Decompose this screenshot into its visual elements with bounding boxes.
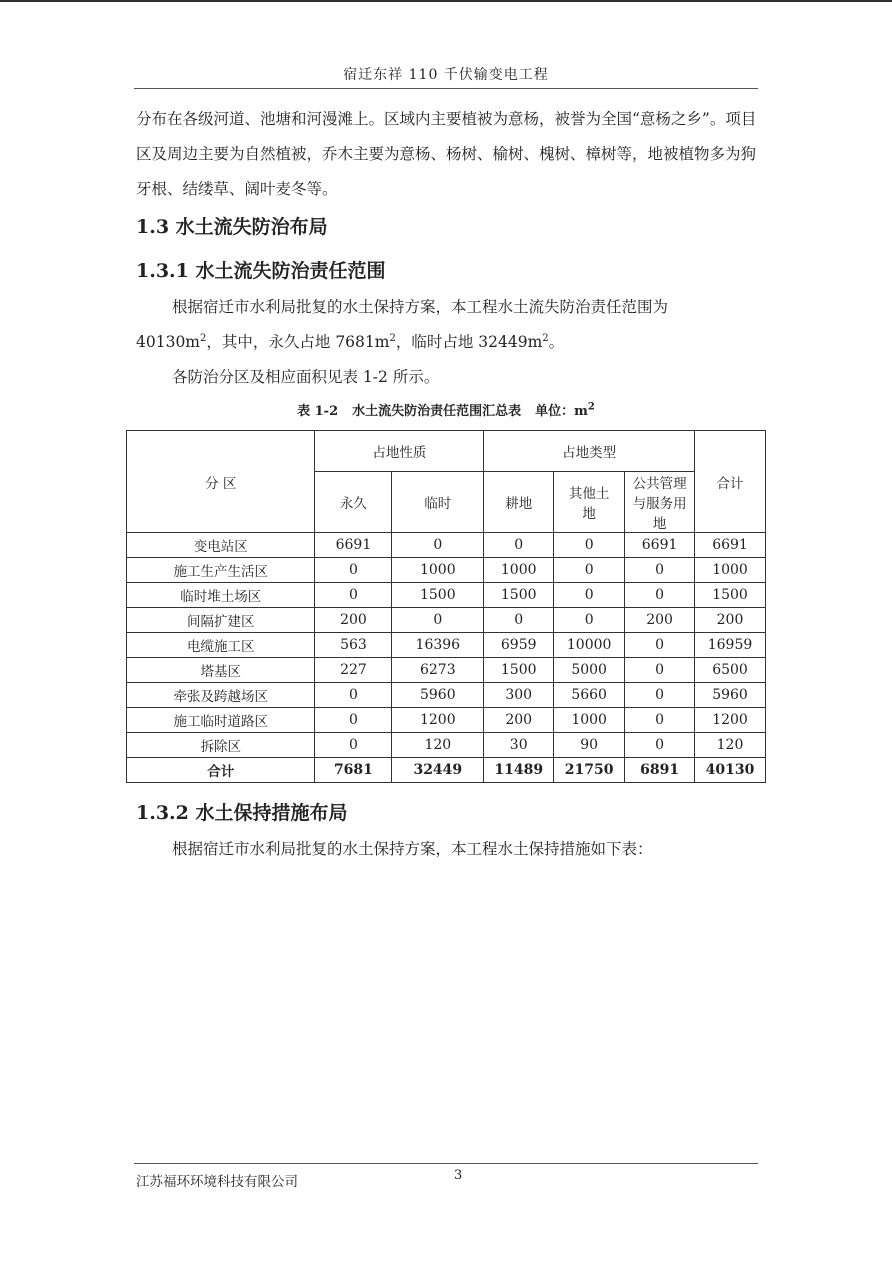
table-total-row <box>127 758 766 783</box>
header-rule <box>134 88 758 89</box>
value-cell: 16396 <box>392 633 484 658</box>
page-number: 3 <box>454 1168 463 1183</box>
table-caption-title: 水土流失防治责任范围汇总表 <box>352 404 522 419</box>
value-cell: 0 <box>554 558 625 583</box>
value-cell: 120 <box>392 733 484 758</box>
table-row <box>127 558 766 583</box>
table-caption <box>0 400 892 419</box>
header-land-type: 占地类型 <box>484 431 695 472</box>
value-cell: 32449 <box>392 758 484 783</box>
footer-company: 江苏福环环境科技有限公司 <box>136 1174 298 1190</box>
value-cell: 1500 <box>392 583 484 608</box>
paragraph-vegetation: 分布在各级河道、池塘和河漫滩上。区域内主要植被为意杨，被誉为全国“意杨之乡”。项目区及周边主要为自然植被，乔木主要为意杨、杨树、榆树、槐树、樟树等，地被植物多为狗牙根、结缕草、阔叶麦冬等。 <box>136 110 757 198</box>
value-cell: 0 <box>554 608 625 633</box>
zone-cell: 临时堆土场区 <box>127 583 315 608</box>
value-cell: 0 <box>392 533 484 558</box>
top-border <box>0 0 892 2</box>
value-cell: 227 <box>315 658 392 683</box>
table-row <box>127 733 766 758</box>
value-cell: 0 <box>315 733 392 758</box>
page-header-title: 宿迁东祥 110 千伏输变电工程 <box>343 67 549 83</box>
para2-text-b: ，其中，永久占地 7681m <box>206 333 390 351</box>
table-row <box>127 533 766 558</box>
value-cell: 0 <box>625 683 695 708</box>
value-cell: 120 <box>695 733 766 758</box>
value-cell: 6691 <box>315 533 392 558</box>
value-cell: 0 <box>554 533 625 558</box>
table-body <box>127 533 766 783</box>
section-heading-1-3: 1.3 水土流失防治布局 <box>136 216 328 238</box>
table-caption-unit-sup: 2 <box>587 401 595 413</box>
value-cell: 6691 <box>625 533 695 558</box>
value-cell: 1500 <box>484 583 554 608</box>
header-permanent: 永久 <box>315 472 392 533</box>
value-cell: 0 <box>625 583 695 608</box>
value-cell: 6691 <box>695 533 766 558</box>
value-cell: 1000 <box>695 558 766 583</box>
value-cell: 90 <box>554 733 625 758</box>
para2-text-d: 。 <box>548 333 565 351</box>
value-cell: 5960 <box>695 683 766 708</box>
header-land-nature: 占地性质 <box>315 431 484 472</box>
value-cell: 6959 <box>484 633 554 658</box>
zone-cell: 间隔扩建区 <box>127 608 315 633</box>
value-cell: 5660 <box>554 683 625 708</box>
value-cell: 0 <box>315 558 392 583</box>
section-heading-1-3-1: 1.3.1 水土流失防治责任范围 <box>136 260 386 282</box>
value-cell: 7681 <box>315 758 392 783</box>
table-row <box>127 608 766 633</box>
value-cell: 0 <box>625 658 695 683</box>
value-cell: 0 <box>484 533 554 558</box>
paragraph-table-reference: 各防治分区及相应面积见表 1-2 所示。 <box>172 368 440 386</box>
zone-cell: 牵张及跨越场区 <box>127 683 315 708</box>
value-cell: 0 <box>625 633 695 658</box>
table-row <box>127 683 766 708</box>
para2-text-c: ，临时占地 32449m <box>395 333 543 351</box>
superscript-2: 2 <box>389 332 396 344</box>
section-heading-1-3-2: 1.3.2 水土保持措施布局 <box>136 802 348 824</box>
value-cell: 6891 <box>625 758 695 783</box>
value-cell: 11489 <box>484 758 554 783</box>
value-cell: 10000 <box>554 633 625 658</box>
table-row <box>127 708 766 733</box>
value-cell: 0 <box>625 708 695 733</box>
zone-cell: 变电站区 <box>127 533 315 558</box>
value-cell: 1000 <box>554 708 625 733</box>
value-cell: 5960 <box>392 683 484 708</box>
zone-cell: 施工生产生活区 <box>127 558 315 583</box>
value-cell: 1500 <box>695 583 766 608</box>
value-cell: 16959 <box>695 633 766 658</box>
value-cell: 300 <box>484 683 554 708</box>
table-header-row <box>127 431 766 472</box>
table-caption-unit <box>535 401 595 419</box>
value-cell: 1500 <box>484 658 554 683</box>
table-row <box>127 583 766 608</box>
value-cell: 1200 <box>695 708 766 733</box>
para2-text-a: 根据宿迁市水利局批复的水土保持方案，本工程水土流失防治责任范围为 40130m <box>136 298 669 351</box>
zone-cell: 施工临时道路区 <box>127 708 315 733</box>
header-farmland: 耕地 <box>484 472 554 533</box>
superscript-2: 2 <box>200 332 207 344</box>
value-cell: 200 <box>625 608 695 633</box>
value-cell: 1000 <box>392 558 484 583</box>
value-cell: 0 <box>484 608 554 633</box>
header-zone: 分 区 <box>127 431 315 533</box>
table-row <box>127 633 766 658</box>
zone-cell: 合计 <box>127 758 315 783</box>
table-caption-label: 表 1-2 <box>297 404 339 419</box>
value-cell: 0 <box>554 583 625 608</box>
table-caption-unit-text: 单位：m <box>535 404 588 419</box>
paragraph-measures-intro: 根据宿迁市水利局批复的水土保持方案，本工程水土保持措施如下表： <box>172 840 653 858</box>
value-cell: 563 <box>315 633 392 658</box>
header-other-land: 其他土地 <box>554 472 625 533</box>
header-public-land: 公共管理与服务用地 <box>625 472 695 533</box>
value-cell: 6273 <box>392 658 484 683</box>
value-cell: 1200 <box>392 708 484 733</box>
paragraph-responsibility-range <box>136 290 758 360</box>
value-cell: 0 <box>392 608 484 633</box>
responsibility-range-table <box>126 430 766 783</box>
value-cell: 0 <box>625 733 695 758</box>
value-cell: 200 <box>695 608 766 633</box>
header-temporary: 临时 <box>392 472 484 533</box>
value-cell: 5000 <box>554 658 625 683</box>
superscript-2: 2 <box>542 332 549 344</box>
value-cell: 200 <box>315 608 392 633</box>
value-cell: 30 <box>484 733 554 758</box>
header-total: 合计 <box>695 431 766 533</box>
table-row <box>127 658 766 683</box>
value-cell: 200 <box>484 708 554 733</box>
value-cell: 0 <box>315 683 392 708</box>
value-cell: 1000 <box>484 558 554 583</box>
value-cell: 0 <box>315 708 392 733</box>
value-cell: 40130 <box>695 758 766 783</box>
value-cell: 21750 <box>554 758 625 783</box>
footer-rule <box>134 1163 758 1164</box>
value-cell: 0 <box>315 583 392 608</box>
zone-cell: 拆除区 <box>127 733 315 758</box>
value-cell: 0 <box>625 558 695 583</box>
zone-cell: 电缆施工区 <box>127 633 315 658</box>
zone-cell: 塔基区 <box>127 658 315 683</box>
value-cell: 6500 <box>695 658 766 683</box>
